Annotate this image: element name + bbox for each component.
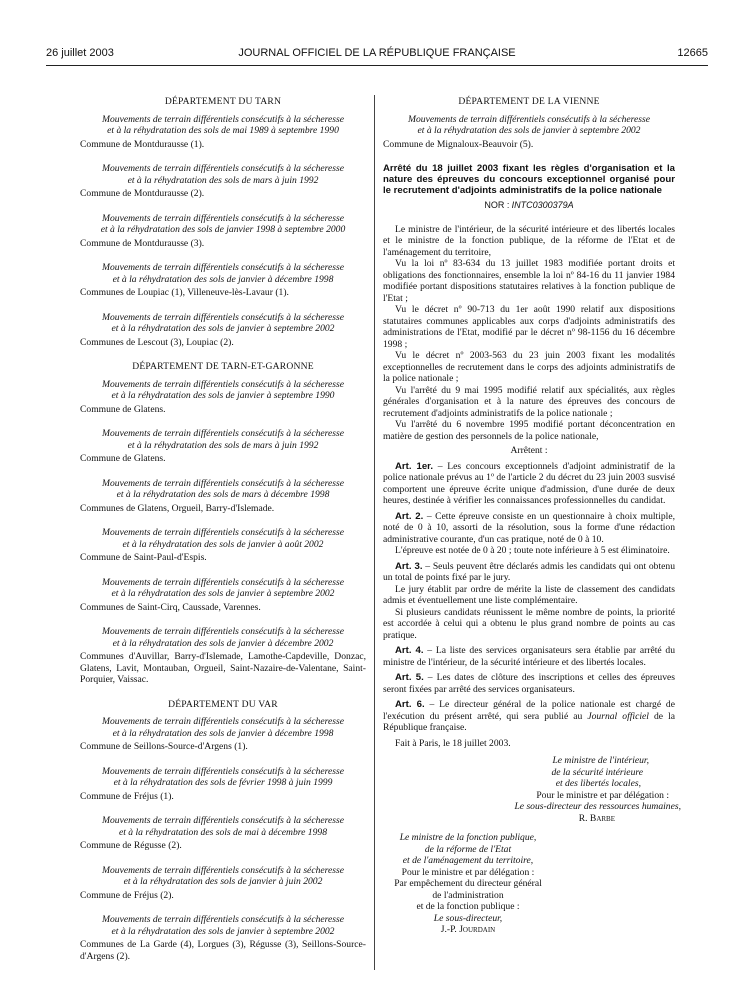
nor-reference bbox=[383, 200, 675, 212]
movement-line: Mouvements de terrain différentiels consécutifs à la sécheresse bbox=[101, 378, 344, 390]
section-vienne bbox=[383, 96, 675, 150]
movement-line: et à la réhydratation des sols de mars à juin 1992 bbox=[127, 439, 319, 451]
movement-line: et à la réhydratation des sols de janvier à septembre 2002 bbox=[111, 323, 335, 334]
article-label: Art. 1er. bbox=[395, 460, 434, 472]
right-column bbox=[383, 96, 681, 936]
signatory-name: R. Barbe bbox=[578, 812, 615, 824]
fait-a-paris: Fait à Paris, le 18 juillet 2003. bbox=[395, 737, 511, 749]
signatory-name: J.-P. Jourdain bbox=[440, 924, 496, 935]
movement-line: Mouvements de terrain différentiels consécutifs à la sécheresse bbox=[101, 576, 344, 588]
signature-line: Le sous-directeur des ressources humaines, bbox=[514, 801, 681, 812]
article-label: Art. 2. bbox=[395, 510, 424, 522]
article-text-end: de la République française. bbox=[383, 710, 676, 733]
article-text: – La liste des services organisateurs sera établie par arrêté du ministre de l'intérieur, de la sécurité intérieure et des libertés locales. bbox=[383, 645, 675, 668]
article-2 bbox=[383, 511, 675, 546]
movement-line: Mouvements de terrain différentiels consécutifs à la sécheresse bbox=[101, 477, 344, 489]
movement-line: et à la réhydratation des sols de mai à décembre 1998 bbox=[118, 826, 327, 838]
commune-line: Commune de Glatens. bbox=[80, 453, 166, 464]
commune-line: Communes de La Garde (4), Lorgues (3), Régusse (3), Seillons-Source-d'Argens (2). bbox=[80, 939, 366, 962]
article-1 bbox=[383, 461, 675, 507]
article-5 bbox=[383, 672, 675, 695]
signature-line: et de la fonction publique : bbox=[416, 901, 520, 912]
department-title: DÉPARTEMENT DU VAR bbox=[168, 698, 278, 710]
movement-line: Mouvements de terrain différentiels consécutifs à la sécheresse bbox=[101, 527, 344, 538]
movement-line: et à la réhydratation des sols de janvier à août 2002 bbox=[122, 538, 324, 550]
article-text: – Cette épreuve consiste en un questionnaire à choix multiple, noté de 0 à 10, assorti de la résolution, sous la forme d'une rédaction administrative courante, d'un cas pratique, noté de 0 à 10. bbox=[383, 510, 675, 545]
commune-line: Communes d'Auvillar, Barry-d'Islemade, Lamothe-Capdeville, Donzac, Glatens, Lavit, Montauban, Orgueil, Saint-Nazaire-de-Valentane, Saint-Porquier, Vaissac. bbox=[80, 651, 366, 685]
header-journal-title: JOURNAL OFFICIEL DE LA RÉPUBLIQUE FRANÇAISE bbox=[238, 47, 516, 59]
movement-line: et à la réhydratation des sols de janvier à décembre 1998 bbox=[112, 727, 334, 739]
commune-line: Commune de Montdurausse (2). bbox=[80, 188, 205, 199]
column-divider bbox=[374, 95, 375, 970]
signature-line: de l'administration bbox=[432, 889, 504, 901]
movement-line: Mouvements de terrain différentiels consécutifs à la sécheresse bbox=[407, 113, 650, 125]
arrete-title: Arrêté du 18 juillet 2003 fixant les règles d'organisation et la nature des épreuves du concours exceptionnel organisé pour le recrutement d'adjoints administratifs de la police nationale bbox=[383, 163, 675, 196]
signature-block-interieur bbox=[383, 755, 681, 824]
commune-line: Commune de Montdurausse (1). bbox=[80, 138, 205, 150]
movement-line: et à la réhydratation des sols de janvier à septembre 2002 bbox=[417, 125, 641, 136]
signature-line: de la réforme de l'Etat bbox=[424, 843, 512, 855]
movement-line: Mouvements de terrain différentiels consécutifs à la sécheresse bbox=[101, 113, 344, 125]
visa-paragraph: Vu le décret nº 90-713 du 1er août 1990 relatif aux dispositions statutaires communes applicables aux corps d'adjoints administratifs des administrations de l'Etat, modifié par le décret nº 98-1156 du 16 décembre 1998 ; bbox=[383, 304, 675, 350]
commune-line: Commune de Saint-Paul-d'Espis. bbox=[80, 552, 207, 563]
commune-line: Communes de Glatens, Orgueil, Barry-d'Islemade. bbox=[80, 502, 275, 514]
signature-line: Par empêchement du directeur général bbox=[394, 878, 542, 889]
movement-line: Mouvements de terrain différentiels consécutifs à la sécheresse bbox=[101, 311, 344, 323]
article-paragraph: Si plusieurs candidats réunissent le même nombre de points, la priorité est accordée à celui qui a obtenu le plus grand nombre de points au cas pratique. bbox=[383, 606, 675, 641]
movement-line: et à la réhydratation des sols de janvier à septembre 2002 bbox=[111, 925, 335, 937]
article-6 bbox=[383, 699, 675, 734]
department-title: DÉPARTEMENT DU TARN bbox=[164, 96, 282, 107]
arrete-section bbox=[383, 163, 681, 936]
visa-paragraph: Vu l'arrêté du 9 mai 1995 modifié relatif aux spécialités, aux règles générales d'organisation et à la nature des épreuves des concours de recrutement d'adjoints administratifs de la police nationale ; bbox=[383, 384, 675, 419]
signature-line: de la sécurité intérieure bbox=[551, 766, 643, 778]
header-date: 26 juillet 2003 bbox=[46, 47, 114, 59]
department-title: DÉPARTEMENT DE TARN-ET-GARONNE bbox=[132, 361, 314, 372]
movement-line: et à la réhydratation des sols de janvier à septembre 1990 bbox=[111, 390, 335, 401]
movement-line: Mouvements de terrain différentiels consécutifs à la sécheresse bbox=[101, 815, 344, 826]
article-3 bbox=[383, 561, 675, 584]
article-text: – Le directeur général de la police nationale est chargé de l'exécution du présent arrêté, qui sera publié au bbox=[383, 699, 675, 722]
commune-line: Communes de Saint-Cirq, Caussade, Varennes. bbox=[80, 601, 261, 613]
commune-line: Commune de Régusse (2). bbox=[80, 840, 182, 851]
movement-line: Mouvements de terrain différentiels consécutifs à la sécheresse bbox=[101, 914, 344, 925]
movement-line: et à la réhydratation des sols de janvier à juin 2002 bbox=[123, 876, 323, 887]
header-rule bbox=[46, 65, 708, 66]
movement-line: Mouvements de terrain différentiels consécutifs à la sécheresse bbox=[101, 262, 344, 273]
article-text: – Les dates de clôture des inscriptions et celles des épreuves seront fixées par arrêté des services organisateurs. bbox=[383, 672, 675, 695]
preamble-paragraph: Le ministre de l'intérieur, de la sécurité intérieure et des libertés locales et le ministre de la fonction publique, de la réforme de l'Etat et de l'aménagement du territoire, bbox=[383, 223, 675, 258]
page-header bbox=[46, 47, 708, 61]
article-paragraph: Le jury établit par ordre de mérite la liste de classement des candidats admis et éventuellement une liste complémentaire. bbox=[383, 583, 675, 606]
movement-line: et à la réhydratation des sols de mars à décembre 1998 bbox=[116, 489, 330, 500]
commune-line: Commune de Seillons-Source-d'Argens (1). bbox=[80, 741, 248, 752]
signature-line: Le ministre de l'intérieur, bbox=[552, 755, 649, 766]
article-label: Art. 3. bbox=[395, 560, 423, 572]
commune-line: Communes de Lescout (3), Loupiac (2). bbox=[80, 336, 234, 348]
movement-line: et à la réhydratation des sols de mars à juin 1992 bbox=[127, 174, 319, 186]
movement-line: Mouvements de terrain différentiels consécutifs à la sécheresse bbox=[101, 864, 344, 876]
article-text: – Les concours exceptionnels d'adjoint administratif de la police nationale prévus au 1º de l'article 2 du décret du 23 juin 2003 susvisé comportent une épreuve écrite unique d'admission, d'une durée de deux heures, destinée à vérifier les connaissances professionnelles du candidat. bbox=[383, 460, 676, 506]
movement-line: Mouvements de terrain différentiels consécutifs à la sécheresse bbox=[101, 765, 344, 777]
article-label: Art. 5. bbox=[395, 672, 424, 683]
section-tarn-et-garonne bbox=[80, 361, 366, 686]
article-4 bbox=[383, 645, 675, 668]
visa-paragraph: Vu l'arrêté du 6 novembre 1995 modifié portant déconcentration en matière de gestion des personnels de la police nationale, bbox=[383, 419, 675, 442]
header-page-number: 12665 bbox=[677, 47, 708, 59]
movement-line: Mouvements de terrain différentiels consécutifs à la sécheresse bbox=[101, 212, 344, 224]
article-label: Art. 6. bbox=[395, 699, 425, 710]
signature-line: Le sous-directeur, bbox=[433, 912, 503, 924]
signature-line: Le ministre de la fonction publique, bbox=[399, 832, 537, 843]
section-tarn bbox=[80, 96, 366, 348]
nor-label: NOR : bbox=[484, 200, 510, 210]
movement-line: Mouvements de terrain différentiels consécutifs à la sécheresse bbox=[101, 163, 344, 174]
signature-line: Pour le ministre et par délégation : bbox=[401, 866, 535, 878]
commune-line: Commune de Mignaloux-Beauvoir (5). bbox=[383, 138, 534, 150]
movement-line: et à la réhydratation des sols de février 1998 à juin 1999 bbox=[113, 777, 333, 788]
article-paragraph: L'épreuve est notée de 0 à 20 ; toute note inférieure à 5 est éliminatoire. bbox=[395, 545, 670, 556]
commune-line: Commune de Fréjus (2). bbox=[80, 889, 174, 901]
visa-paragraph: Vu le décret nº 2003-563 du 23 juin 2003 fixant les modalités exceptionnelles de recrutement dans le corps des adjoints administratifs de la police nationale ; bbox=[383, 350, 675, 384]
article-label: Art. 4. bbox=[395, 645, 424, 656]
movement-line: et à la réhydratation des sols de janvier 1998 à septembre 2000 bbox=[100, 224, 346, 235]
signature-line: et de l'aménagement du territoire, bbox=[402, 855, 534, 866]
movement-line: et à la réhydratation des sols de janvier à décembre 2002 bbox=[112, 637, 334, 649]
signature-line: et des libertés locales, bbox=[555, 778, 641, 789]
section-var bbox=[80, 699, 366, 963]
department-title: DÉPARTEMENT DE LA VIENNE bbox=[458, 96, 600, 107]
left-column bbox=[80, 96, 366, 975]
signature-block-fonction-publique bbox=[383, 832, 553, 936]
arretent-heading: Arrêtent : bbox=[510, 445, 548, 456]
movement-line: et à la réhydratation des sols de janvier à septembre 2002 bbox=[111, 588, 335, 599]
movement-line: et à la réhydratation des sols de janvier à décembre 1998 bbox=[112, 273, 334, 285]
visa-paragraph: Vu la loi nº 83-634 du 13 juillet 1983 modifiée portant droits et obligations des fonctionnaires, ensemble la loi nº 84-16 du 11 janvier 1984 modifiée portant dispositions statutaires relatives à la fonction publique de l'Etat ; bbox=[383, 258, 675, 304]
commune-line: Communes de Loupiac (1), Villeneuve-lès-Lavaur (1). bbox=[80, 287, 289, 298]
signature-line: Pour le ministre et par délégation : bbox=[536, 789, 669, 801]
journal-officiel-mention: Journal officiel bbox=[587, 710, 649, 722]
movement-line: Mouvements de terrain différentiels consécutifs à la sécheresse bbox=[101, 428, 344, 439]
commune-line: Commune de Glatens. bbox=[80, 403, 166, 415]
commune-line: Commune de Fréjus (1). bbox=[80, 790, 174, 802]
commune-line: Commune de Montdurausse (3). bbox=[80, 237, 205, 249]
article-text: – Seuls peuvent être déclarés admis les candidats qui ont obtenu un total de points fixé par le jury. bbox=[383, 560, 675, 583]
movement-line: Mouvements de terrain différentiels consécutifs à la sécheresse bbox=[101, 716, 344, 727]
nor-value: INTC0300379A bbox=[511, 200, 574, 210]
movement-line: et à la réhydratation des sols de mai 1989 à septembre 1990 bbox=[107, 125, 339, 136]
movement-line: Mouvements de terrain différentiels consécutifs à la sécheresse bbox=[101, 626, 344, 637]
